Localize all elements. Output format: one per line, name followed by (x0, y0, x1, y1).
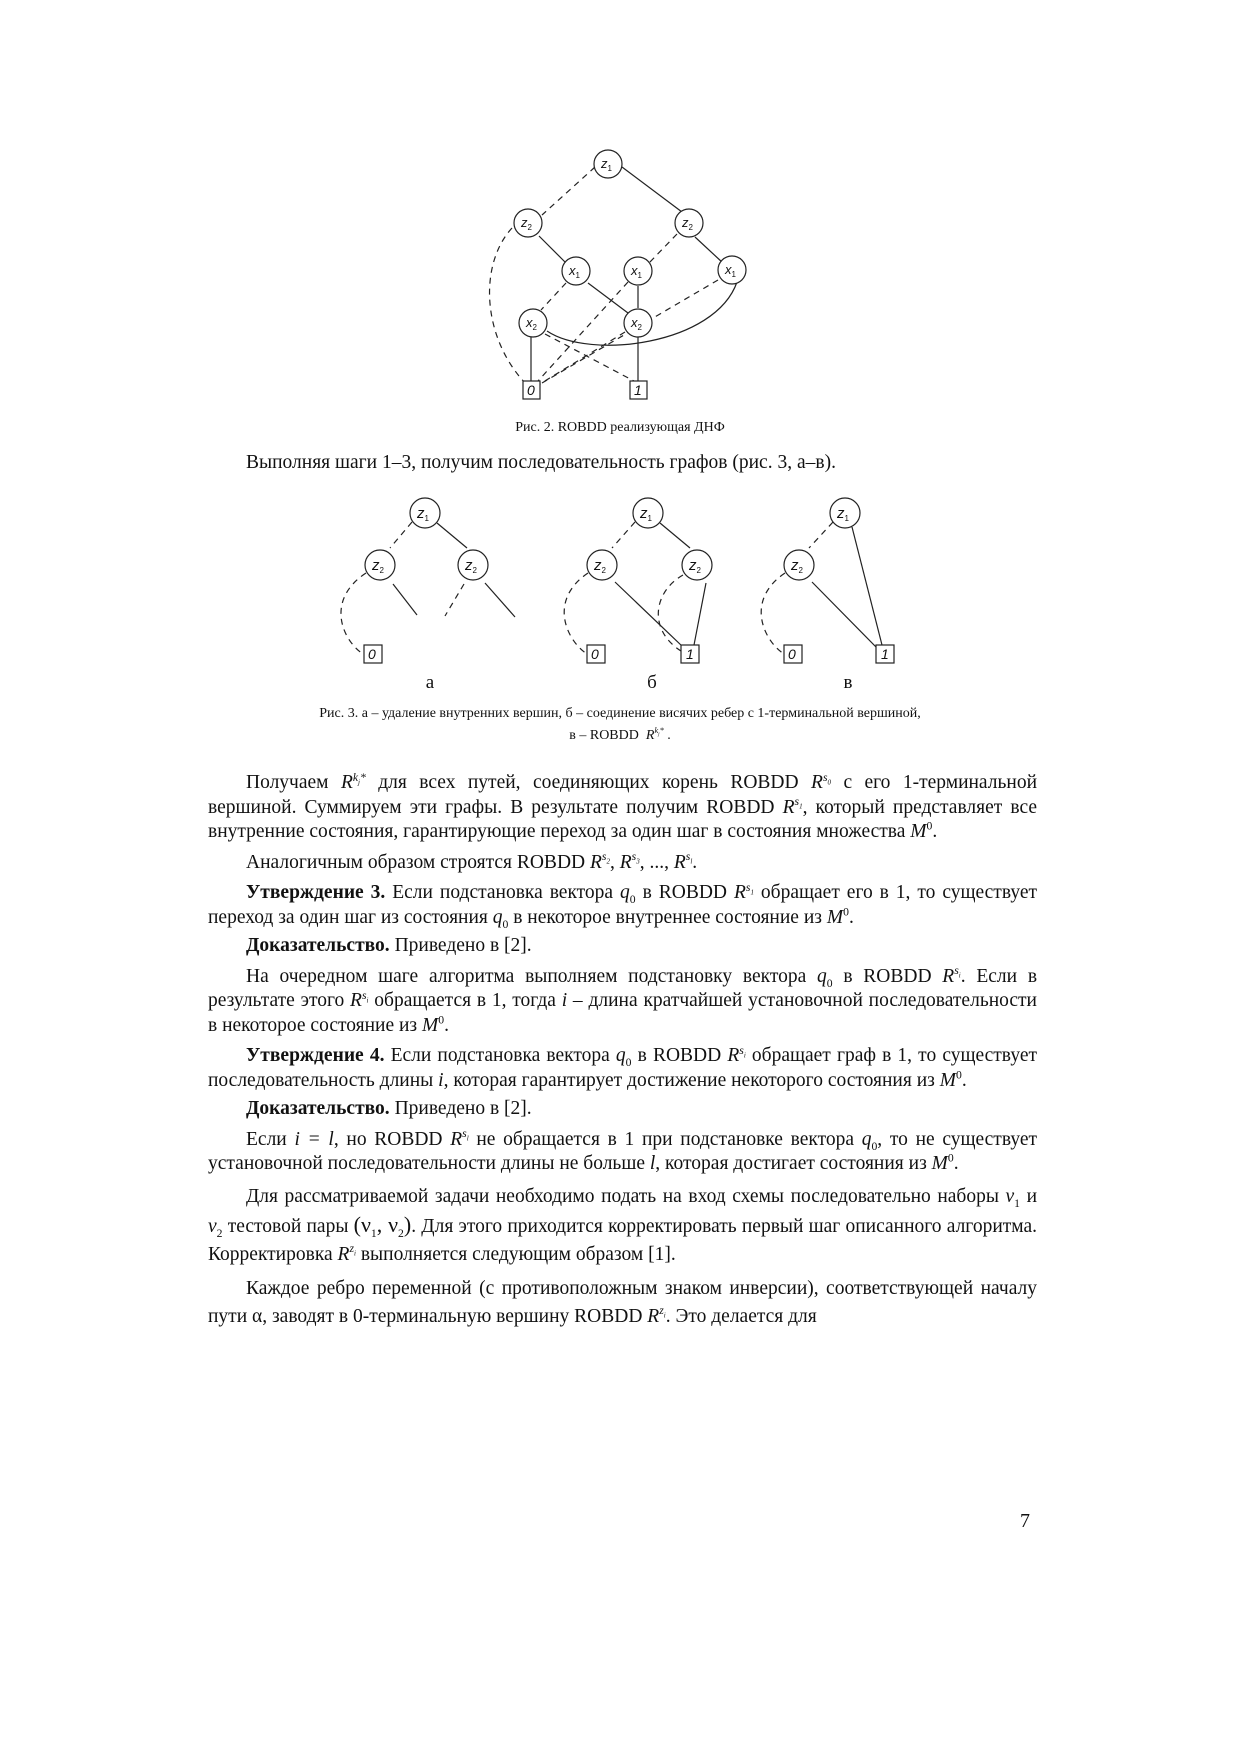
fig3b (564, 498, 712, 663)
node-x1-c (718, 256, 746, 284)
svg-text:z1: $z_1$ (601, 156, 612, 173)
fig3a-node-z2-right (458, 550, 488, 580)
paragraph-2: Аналогичным образом строятся ROBDD $R^{s_2}$, $R^{s_3}$, ..., $R^{s_l}$. (246, 850, 698, 873)
fig3a-terminal-0 (364, 645, 382, 663)
edge-z2b-x1b (649, 234, 677, 263)
fig3a-node-z1 (410, 498, 440, 528)
figure-2-robdd (470, 140, 770, 410)
edge-x1a-x2a (541, 283, 566, 310)
paragraph-proof-1: Доказательство. Приведено в [2]. (246, 935, 532, 956)
figure-3-graphs (320, 490, 920, 670)
fig3b-node-z2-left (587, 550, 617, 580)
svg-text:x1: $x_1$ (569, 263, 580, 280)
edge-z1-z2b (622, 167, 686, 215)
fig3b-terminal-0 (587, 645, 605, 663)
svg-text:0: 0 (591, 646, 599, 662)
svg-text:z2: $z_2$ (465, 557, 477, 575)
paragraph-9: Для рассматриваемой задачи необходимо подать на вход схемы последовательно наборы $v_1$ и $v_2$ тестовой пары ($\nu_1$, $\nu_2$). Для этого приходится корректировать первый шаг описанного алгоритма. Корректировка $R^{z_i}$ выполняется следующим образом [1]. (208, 1185, 1038, 1265)
svg-text:z1: $z_1$ (837, 505, 849, 523)
fig3-label-b: б (647, 672, 657, 693)
fig3v-terminal-1 (876, 645, 894, 663)
svg-text:x2: $x_2$ (526, 315, 537, 332)
figure-2-caption: Рис. 2. ROBDD реализующая ДНФ (515, 420, 725, 435)
paragraph-3: Утверждение 3. Если подстановка вектора $q_0$ в ROBDD $R^{s_1}$ обращает его в 1, то существует переход за один шаг из состояния $q_0$ в некоторое внутреннее состояние из $M^0$. (208, 880, 1038, 931)
node-x2-b (624, 309, 652, 337)
edge-z1-z2a (542, 167, 595, 215)
paragraph-5: На очередном шаге алгоритма выполняем подстановку вектора $q_0$ в ROBDD $R^{s_i}$. Если в результате этого $R^{s_i}$ обращается в 1, тогда i – длина кратчайшей установочной последовательности в некоторое состояние из $M^0$. (208, 964, 1038, 1036)
terminal-0 (523, 381, 540, 399)
edge-x2a-1 (545, 334, 634, 381)
figure-3-caption-line2: в – ROBDD $R^{k_j*}$ . (569, 726, 671, 743)
edge-x1b-0 (538, 282, 628, 381)
svg-text:0: 0 (527, 382, 535, 398)
figure-3-caption-line1: Рис. 3. а – удаление внутренних вершин, б – соединение висячих ребер с 1-терминальной вершиной, (319, 706, 921, 721)
node-z1 (594, 150, 622, 178)
svg-text:x1: $x_1$ (631, 263, 642, 280)
svg-text:1: 1 (634, 382, 642, 398)
paragraph-6: Утверждение 4. Если подстановка вектора $q_0$ в ROBDD $R^{s_i}$ обращает граф в 1, то существует последовательность длины i, которая гарантирует достижение некоторого состояния из $M^0$. (208, 1043, 1038, 1091)
svg-text:0: 0 (368, 646, 376, 662)
svg-text:0: 0 (788, 646, 796, 662)
fig3a-node-z2-left (365, 550, 395, 580)
fig3b-terminal-1 (681, 645, 699, 663)
node-x2-a (519, 309, 547, 337)
edge-z2a-0 (490, 228, 528, 386)
node-z2-left (514, 209, 542, 237)
svg-text:1: 1 (686, 646, 694, 662)
fig3v (761, 498, 894, 663)
fig3b-node-z2-right (682, 550, 712, 580)
svg-text:z2: $z_2$ (791, 557, 803, 575)
node-x1-a (562, 257, 590, 285)
fig3a (341, 498, 515, 663)
paragraph-8: Если i = l, но ROBDD $R^{s_l}$ не обращается в 1 при подстановке вектора $q_0$, то не существует установочной последовательности длины не больше l, которая достигает состояния из $M^0$. (208, 1127, 1038, 1174)
fig3v-node-z2 (784, 550, 814, 580)
edge-z2a-x1a (539, 236, 567, 264)
node-x1-b (624, 257, 652, 285)
svg-text:x1: $x_1$ (725, 262, 736, 279)
fig3b-node-z1 (633, 498, 663, 528)
terminal-1 (630, 381, 647, 399)
edge-z2b-x1c (695, 237, 723, 263)
fig3v-node-z1 (830, 498, 860, 528)
svg-text:z1: $z_1$ (417, 505, 429, 523)
fig3-label-a: а (425, 672, 435, 693)
paragraph-1: Получаем $R^{k_j*}$ для всех путей, соединяющих корень ROBDD $R^{s_0}$ с его 1-терминальной вершиной. Суммируем эти графы. В результате получим ROBDD $R^{s_1}$, который представляет все внутренние состояния, гарантирующие переход за один шаг в состояния множества $M^0$. (208, 770, 1038, 842)
fig3-label-v: в (843, 672, 853, 693)
node-z2-right (675, 209, 703, 237)
paragraph-10: Каждое ребро переменной (с противоположным знаком инверсии), соответствующей началу пути α, заводят в 0-терминальную вершину ROBDD $R^{z_i}$. Это делается для (208, 1277, 1037, 1327)
paragraph-proof-2: Доказательство. Приведено в [2]. (246, 1098, 532, 1119)
svg-text:z2: $z_2$ (372, 557, 384, 575)
page-number: 7 (1020, 1510, 1030, 1532)
fig3v-terminal-0 (784, 645, 802, 663)
body-text (208, 771, 1037, 1331)
svg-text:1: 1 (881, 646, 889, 662)
svg-text:z2: $z_2$ (682, 215, 693, 232)
svg-text:z2: $z_2$ (594, 557, 606, 575)
svg-text:z2: $z_2$ (689, 557, 701, 575)
edge-x1a-x2b (588, 283, 628, 313)
svg-text:z2: $z_2$ (521, 215, 532, 232)
svg-text:z1: $z_1$ (640, 505, 652, 523)
intro-line: Выполняя шаги 1–3, получим последовательность графов (рис. 3, а–в). (246, 452, 836, 473)
svg-text:x2: $x_2$ (631, 315, 642, 332)
